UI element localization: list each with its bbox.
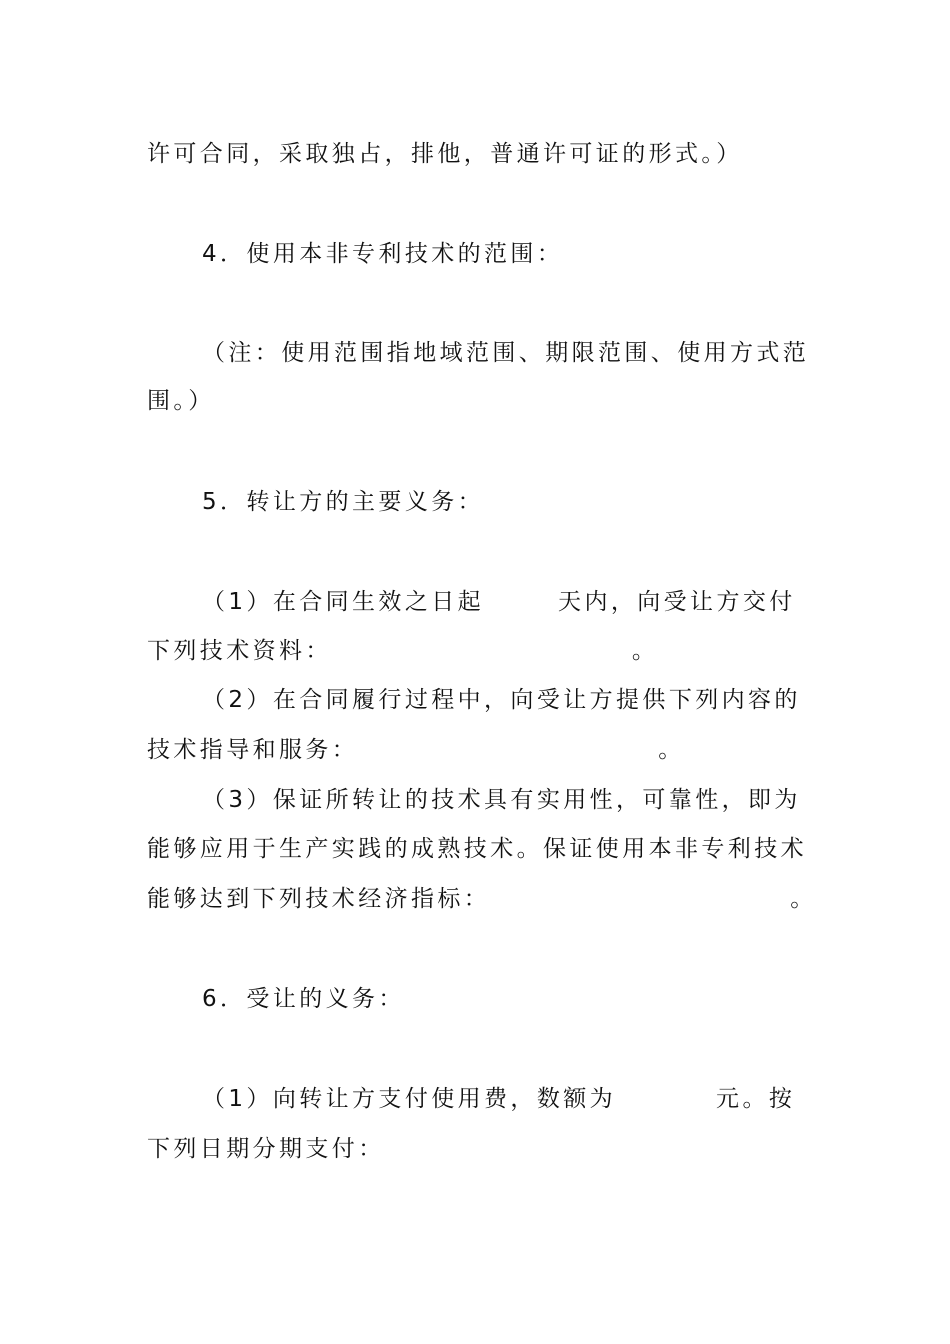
clause-6-1-line-1 [202, 1084, 795, 1114]
clause-5-1-line-2 [147, 636, 658, 666]
text-line-scope-note-end: 围。） [147, 388, 215, 414]
section-4-heading: 4．使用本非专利技术的范围： [202, 241, 564, 267]
clause-5-2-period: 。 [658, 737, 685, 763]
clause-5-1-text-b: 天内，向受让方交付 [558, 589, 796, 615]
clause-5-3-line-1: （3）保证所转让的技术具有实用性，可靠性，即为 [202, 787, 801, 813]
text-line-scope-note: （注：使用范围指地域范围、期限范围、使用方式范 [202, 340, 810, 366]
clause-6-1-text-a: （1）向转让方支付使用费，数额为 [202, 1086, 617, 1112]
clause-5-1-text-a: （1）在合同生效之日起 [202, 589, 485, 615]
clause-5-1-text-c: 下列技术资料： [147, 638, 332, 664]
clause-5-1-line-1 [202, 587, 796, 617]
clause-5-3-line-2: 能够应用于生产实践的成熟技术。保证使用本非专利技术 [147, 836, 807, 862]
clause-5-1-period: 。 [631, 638, 659, 664]
section-5-heading: 5．转让方的主要义务： [202, 489, 485, 515]
clause-5-2-text: 技术指导和服务： [147, 737, 359, 763]
text-line-license-forms: 许可合同，采取独占，排他，普通许可证的形式。） [147, 141, 743, 167]
clause-5-2-line-1: （2）在合同履行过程中，向受让方提供下列内容的 [202, 687, 801, 713]
clause-5-3-period: 。 [790, 886, 817, 912]
clause-5-2-line-2 [147, 735, 685, 765]
clause-6-1-line-2: 下列日期分期支付： [147, 1136, 385, 1162]
clause-6-1-text-b: 元。按 [716, 1086, 796, 1112]
clause-5-3-text: 能够达到下列技术经济指标： [147, 886, 491, 912]
section-6-heading: 6．受让的义务： [202, 986, 405, 1012]
clause-5-3-line-3 [147, 884, 817, 914]
